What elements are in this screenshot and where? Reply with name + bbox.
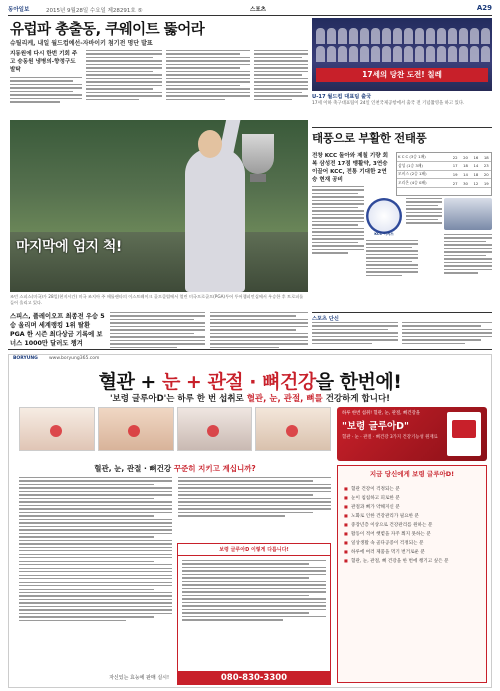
score-row: [397, 170, 491, 179]
score-cell: 20: [460, 153, 470, 162]
score-cell: 17: [449, 162, 459, 171]
ad-sub-red: 혈관, 눈, 관절, 뼈를: [246, 394, 323, 404]
trophy: [242, 134, 274, 174]
u17-team-photo: [312, 18, 492, 91]
ad-sub-pre: '보령 글루아D'는 하루 한 번 섭취로: [109, 394, 247, 404]
kcc-column-1: [312, 186, 364, 254]
kcc-headline: 태풍으로 부활한 전태풍: [312, 131, 427, 145]
spieth-story-column-3: [210, 312, 308, 348]
ad-subheadline: [9, 392, 491, 404]
article-column-4: [254, 50, 308, 100]
kcc-logo-text: KCC 이지스: [374, 232, 394, 236]
ad-url: www.boryung365.com: [49, 356, 100, 361]
ad-features-heading: 보령 글루아D 이렇게 다릅니다!: [178, 544, 330, 556]
kcc-player-photo: [444, 198, 492, 230]
ad-headline-post: 을 한번에!: [315, 371, 402, 393]
score-cell: 20: [481, 170, 491, 179]
team-name-cell: K C C (3승 1패): [397, 153, 449, 162]
spieth-story-column-2: [110, 312, 205, 348]
ad-image-bone: [255, 407, 331, 451]
ad-top-bar: [9, 355, 491, 363]
score-cell: 14: [460, 170, 470, 179]
score-row: [397, 153, 491, 162]
ad-target-box: [337, 465, 487, 683]
photo-headline: 마지막에 엄지 척!: [16, 239, 122, 255]
short-news-column-2: [402, 322, 492, 344]
ad-target-item: ■ 활동이 적어 햇볕을 자주 쬐지 못하는 분: [344, 531, 480, 537]
ad-product-name: "보령 글루아D": [342, 421, 409, 432]
u17-banner-text: 17세의 당찬 도전! 칠레: [316, 68, 488, 82]
ad-question: [19, 463, 331, 474]
boryung-logo: BORYUNG: [13, 356, 38, 361]
u17-body: 17세 이하 축구대표팀이 24일 인천국제공항에서 출국 전 기념촬영을 하고 있다.: [312, 101, 465, 106]
kcc-column-2b: [406, 198, 442, 224]
kcc-column-2: [366, 240, 418, 276]
ad-target-item: ■ 일상생활 속 골다공증이 걱정되는 분: [344, 540, 480, 546]
mid-rule: [8, 349, 492, 350]
golf-trophy-photo: [10, 120, 308, 292]
ad-target-item: ■ 혈관, 눈, 관절, 뼈 건강을 한 번에 챙기고 싶은 분: [344, 558, 480, 564]
ad-target-item: ■ 노화로 인한 건강관리가 필요한 분: [344, 513, 480, 519]
ad-sub-post: 건강하게 합니다!: [322, 394, 391, 404]
article-column-2: [86, 50, 162, 100]
ad-target-item: ■ 하루에 여러 제품을 먹기 번거로운 분: [344, 549, 480, 555]
photo-caption: 조던 스피스(미국)가 28일(현지시간) 미국 조지아 주 애틀랜타의 이스트레이크 골프클럽에서 열린 미국프로골프(PGA)투어 투어챔피언십에서 우승한 후 트로피를 들어 올리고 있다.: [10, 294, 304, 305]
short-news-column-1: [312, 322, 398, 344]
boryung-advertisement: [8, 354, 492, 688]
team-name-cell: 삼성 (1승 3패): [397, 162, 449, 171]
ad-features-body: [178, 556, 330, 625]
ad-phone-number[interactable]: 080-830-3300: [177, 671, 331, 685]
page-number: A29: [476, 4, 492, 12]
ad-target-item: ■ 눈이 침침하고 피로한 분: [344, 495, 480, 501]
score-row: [397, 179, 491, 188]
ad-product-panel: [337, 407, 487, 461]
score-cell: 22: [449, 153, 459, 162]
masthead: [8, 4, 492, 14]
kcc-score-table: [396, 152, 492, 196]
product-box-image: [447, 412, 481, 456]
golfer-figure: [185, 148, 245, 292]
kcc-subhead: 전창 KCC 돌아와 제칠 기량 회복 삼성전 17점 맹활약, 3연승 이끌어 KCC, 전통 기대한 2연승 현재 공비: [312, 153, 389, 183]
main-headline: 유럽파 총출동, 쿠웨이트 뚫어라: [10, 22, 205, 38]
team-name-cell: 오리온 (4승 0패): [397, 179, 449, 188]
article-lead: 지동원에 다시 한번 기회 주고 승동원 냉병의-향정구도 발탁: [10, 51, 78, 73]
ad-phone-label: 자신있는 효능에 판매 실시!: [109, 675, 169, 681]
short-news-headline: 스포츠 단신: [312, 312, 492, 322]
ad-target-item: ■ 중장년층 이상으로 건강관리를 원하는 분: [344, 522, 480, 528]
ad-image-knee: [177, 407, 253, 451]
ad-target-item: ■ 관절과 뼈가 약해지신 분: [344, 504, 480, 510]
ad-headline: [9, 367, 491, 394]
ad-target-list: [338, 481, 486, 569]
top-rule: [8, 15, 492, 16]
kcc-column-3: [444, 234, 492, 274]
score-cell: 30: [460, 179, 470, 188]
ad-image-heart: [19, 407, 95, 451]
score-cell: 19: [449, 170, 459, 179]
score-cell: 18: [460, 162, 470, 171]
team-row-back: [312, 28, 492, 46]
ad-target-item: ■ 혈관 건강이 걱정되는 분: [344, 486, 480, 492]
article-column-1: [10, 50, 82, 103]
ad-target-heading: 지금 당신에게 보령 글루아D!: [369, 470, 455, 478]
score-cell: 12: [470, 179, 480, 188]
spieth-story-lead: 스피스, 플레이오프 최종전 우승 5승 올리며 세계랭킹 1위 탈환 PGA 한 시즌 최다상금 기록에 보너스 1000만 달러도 챙겨: [10, 313, 105, 347]
score-cell: 18: [481, 153, 491, 162]
ad-question-pre: 혈관, 눈, 관절 · 뼈건강: [94, 464, 174, 473]
team-row-front: [312, 46, 492, 64]
golfer-head: [198, 130, 222, 158]
main-subhead: 슈틸리케, 내일 월드컵예선-자바이키 첨기전 명단 발표: [10, 40, 153, 47]
u17-headline: U-17 월드컵 대표팀 출국: [312, 94, 372, 100]
section-label: 스포츠: [250, 7, 266, 13]
ad-features-box: [177, 543, 331, 683]
article-column-3: [166, 50, 250, 100]
ad-text-column-1: [19, 477, 172, 621]
team-name-cell: 모비스 (2승 1패): [397, 170, 449, 179]
ad-image-eye: [98, 407, 174, 451]
score-cell: 23: [481, 162, 491, 171]
trophy-base: [250, 174, 266, 182]
body-text-lines: [10, 77, 82, 103]
ad-headline-red: 눈 + 관절 · 뼈건강: [161, 371, 316, 393]
ad-product-desc: 혈관 · 눈 · 관절 · 뼈건강 3가지 건강기능성 원재료: [342, 435, 438, 440]
score-row: [397, 162, 491, 171]
score-cell: 16: [470, 153, 480, 162]
ad-product-top: 하루 한번 섭취! 혈관, 눈, 관절, 뼈건강을: [342, 411, 420, 416]
ad-body-images: [19, 407, 331, 451]
score-cell: 18: [470, 170, 480, 179]
issue-date: 2015년 9월28일 수요일 제28291호 ⑤: [46, 8, 143, 14]
ad-question-red: 꾸준히 지키고 계십니까?: [173, 464, 256, 473]
score-cell: 27: [449, 179, 459, 188]
kcc-team-logo: [366, 198, 402, 234]
newspaper-logo: 동아일보: [8, 7, 30, 13]
score-cell: 14: [470, 162, 480, 171]
right-rule: [312, 127, 492, 128]
ad-headline-pre: 혈관 +: [98, 371, 162, 393]
score-cell: 19: [481, 179, 491, 188]
